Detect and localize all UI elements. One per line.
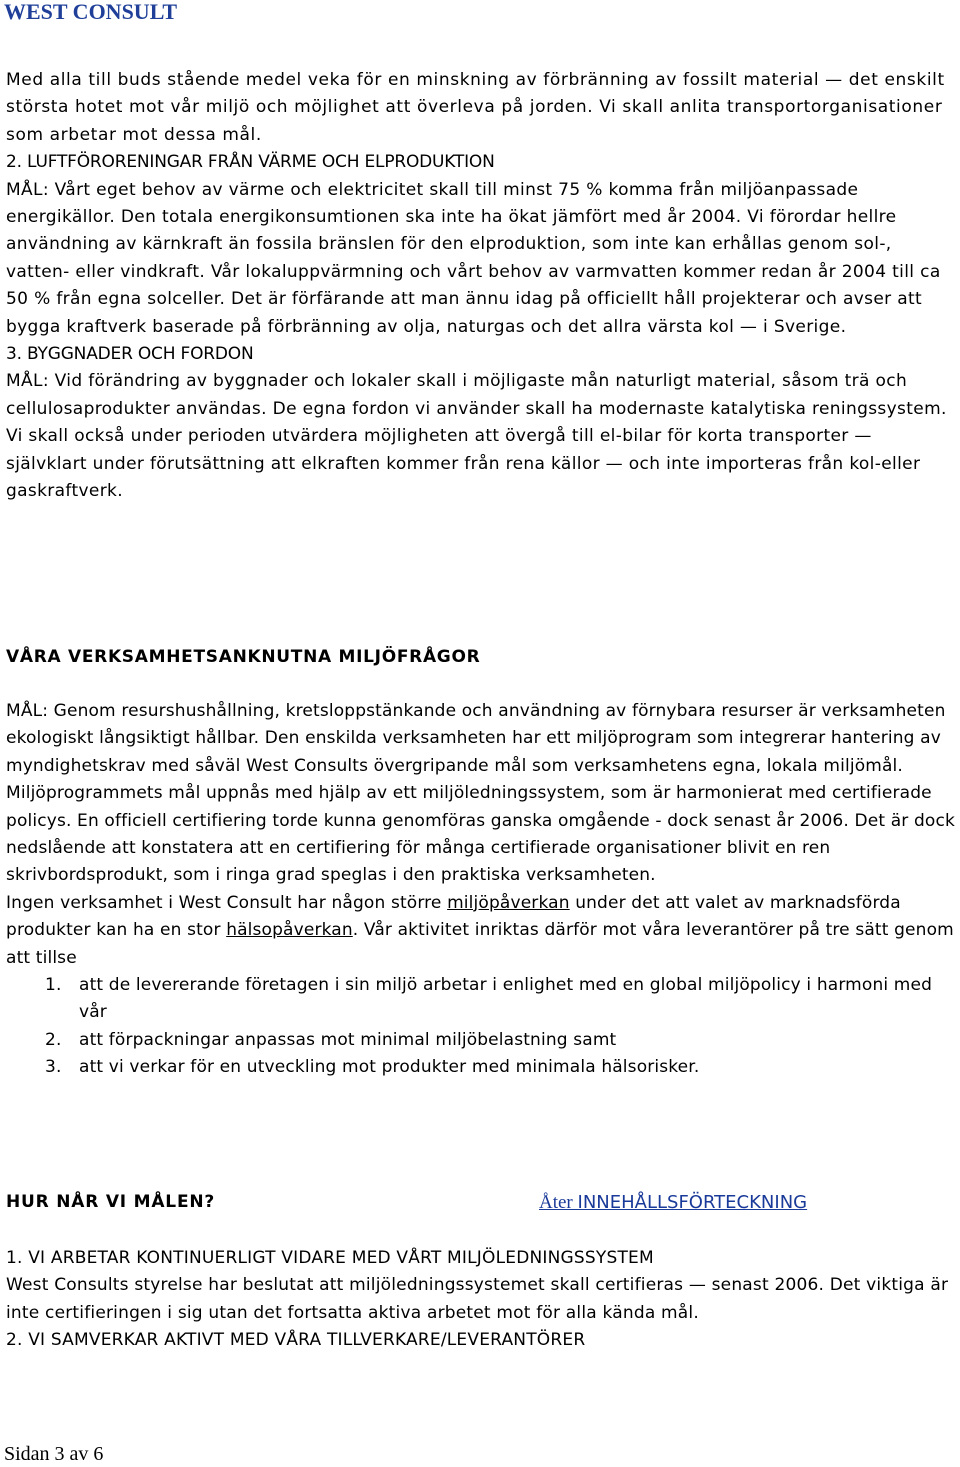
paragraph-buildings-vehicles: MÅL: Vid förändring av byggnader och lokaler skall i möjligaste mån naturligt material, såsom trä och cellulosaprodukter användas. De egna fordon vi använder skall ha modernaste katalytiska reningssystem. Vi skall också under perioden utvärdera möjligheten att övergå till el-bilar för korta transporter — självklart under förutsättning att elkraften kommer från rena källor — och inte importeras från kol-eller gaskraftverk. (6, 371, 947, 502)
paragraph-resource-management: MÅL: Genom resurshushållning, kretsloppstänkande och användning av förnybara resurser är verksamheten ekologiskt långsiktigt hållbar. Den enskilda verksamheten har ett miljöprogram som integrerar hantering av myndighetskrav med såväl West Consults övergripande mål som verksamhetens egna, lokala miljömål. (6, 701, 946, 776)
list-number: 3. (45, 1057, 62, 1078)
list-item-text: att vi verkar för en utveckling mot produkter med minimala hälsorisker. (79, 1057, 700, 1078)
paragraph-supplier-activity (6, 890, 956, 972)
list-number: 2. (45, 1029, 62, 1050)
list-item (45, 1027, 956, 1054)
supplier-goals-list (6, 972, 956, 1082)
link-miljopaverkan[interactable]: miljöpåverkan (447, 892, 570, 913)
text-segment: Ingen verksamhet i West Consult har någon större (6, 892, 448, 913)
list-item (45, 1054, 956, 1081)
paragraph-air-pollution: MÅL: Vårt eget behov av värme och elektricitet skall till minst 75 % komma från miljöanpassade energikällor. Den totala energikonsumtionen ska inte ha ökat jämfört med år 2004. Vi förordar hellre användning av kärnkraft än fossila bränslen för den elproduktion, som inte kan erhållas genom sol-, vatten- eller vindkraft. Vår lokaluppvärmning och vårt behov av varmvatten kommer redan år 2004 till ca 50 % från egna solceller. Det är förfärande att man ännu idag på officiellt håll projekterar och avser att bygga kraftverk baserade på förbränning av olja, naturgas och det allra värsta kol — i Sverige. (6, 179, 941, 337)
subheading-suppliers: 2. VI SAMVERKAR AKTIVT MED VÅRA TILLVERKARE/LEVERANTÖRER (6, 1330, 586, 1351)
link-prefix: Åter (539, 1192, 578, 1213)
link-text: INNEHÅLLSFÖRTECKNING (577, 1192, 808, 1213)
paragraph-management-system: West Consults styrelse har beslutat att miljöledningssystemet skall certifieras — senast 2006. Det viktiga är inte certifieringen i sig utan det fortsatta aktiva arbetet mot för alla kända mål. (6, 1275, 949, 1323)
heading-business-environment: VÅRA VERKSAMHETSANKNUTNA MILJÖFRÅGOR (6, 647, 481, 667)
list-item-text: att förpackningar anpassas mot minimal miljöbelastning samt (79, 1029, 617, 1050)
page-number: Sidan 3 av 6 (4, 1443, 104, 1465)
subheading-buildings-vehicles: 3. BYGGNADER OCH FORDON (6, 344, 254, 365)
subheading-air-pollution: 2. LUFTFÖRORENINGAR FRÅN VÄRME OCH ELPRODUKTION (6, 152, 495, 173)
list-item-text: att de levererande företagen i sin miljö arbetar i enlighet med en global miljöpolicy i harmoni med vår (79, 975, 933, 1023)
paragraph-fossil-material: Med alla till buds stående medel veka för en minskning av förbränning av fossilt material — det enskilt största hotet mot vår miljö och möjlighet att överleva på jorden. Vi skall anlita transportorganisationer som arbetar mot dessa mål. (6, 70, 945, 145)
text-segment: . Vår aktivitet inriktas därför mot våra leverantörer på tre sätt genom att tillse (6, 920, 954, 968)
section-business-environment (6, 698, 956, 1082)
brand-title: WEST CONSULT (4, 0, 178, 24)
heading-how-reach-goals: HUR NÅR VI MÅLEN? (6, 1192, 216, 1212)
link-halsopaverkan[interactable]: hälsopåverkan (226, 920, 353, 941)
text-segment: under det att valet av marknadsförda produkter kan ha en stor (6, 892, 901, 941)
paragraph-environment-program: Miljöprogrammets mål uppnås med hjälp av ett miljöledningssystem, som är harmonierat med certifierade policys. En officiell certifiering torde kunna genomföras ganska omgående - dock senast år 2006. Det är dock nedslående att konstatera att en certifiering för många certifierade organisationer blivit en ren skrivbordsprodukt, som i ringa grad speglas i den praktiska verksamheten. (6, 783, 955, 886)
list-item (45, 972, 956, 1027)
section-how-reach-goals (6, 1245, 956, 1355)
list-number: 1. (45, 975, 62, 996)
subheading-management-system: 1. VI ARBETAR KONTINUERLIGT VIDARE MED VÅRT MILJÖLEDNINGSSYSTEM (6, 1248, 654, 1268)
link-back-to-toc[interactable] (539, 1189, 807, 1216)
section-environment-goals (6, 67, 956, 506)
